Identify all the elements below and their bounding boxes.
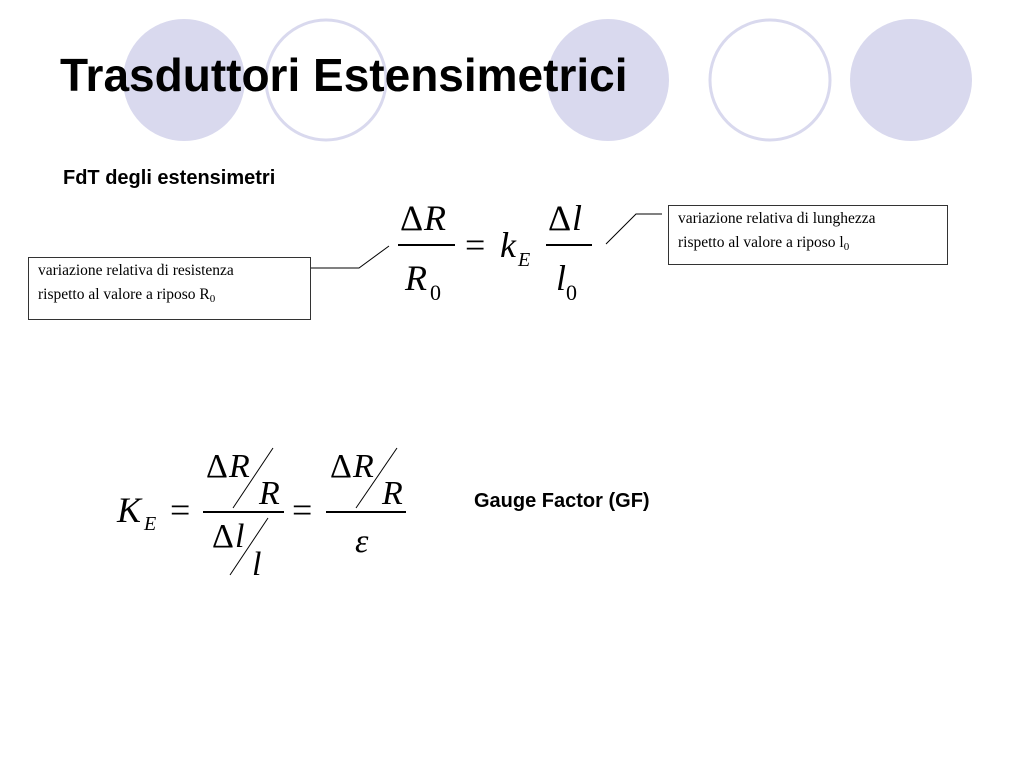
slide-title: Trasduttori Estensimetrici — [60, 49, 628, 101]
eq1-R0-subscript: 0 — [430, 280, 441, 305]
eq1-R0: R — [405, 258, 427, 298]
eq2-equals-2: = — [292, 490, 313, 530]
eq2-num-delta: Δ — [206, 448, 228, 485]
callout-leader-left — [311, 246, 389, 268]
eq2-K: K — [117, 490, 142, 530]
eq2-num-R: R — [229, 448, 250, 485]
callout-length-line1: variazione relativa di lunghezza — [678, 210, 876, 227]
eq2-num2-R-denom: R — [382, 475, 403, 512]
callout-length-subscript: 0 — [843, 241, 850, 253]
gauge-factor-label: Gauge Factor (GF) — [474, 490, 650, 512]
eq2-equals-1: = — [170, 490, 191, 530]
transfer-function-equation — [398, 198, 592, 305]
callout-resistance-line1: variazione relativa di resistenza — [38, 262, 234, 279]
callout-resistance-subscript: 0 — [209, 293, 216, 305]
eq1-delta-l: Δ — [548, 198, 572, 238]
eq2-den-l: l — [235, 518, 245, 555]
eq1-l0-subscript: 0 — [566, 280, 577, 305]
eq2-E-subscript: E — [144, 513, 157, 535]
eq1-equals: = — [465, 225, 486, 265]
callout-resistance-text: rispetto al valore a riposo R — [38, 286, 210, 303]
eq1-l: l — [572, 198, 583, 238]
eq2-den-l-denom: l — [252, 546, 262, 583]
eq2-num-R-denom: R — [259, 475, 280, 512]
callout-length-text: rispetto al valore a riposo l — [678, 234, 844, 251]
eq2-epsilon: ε — [355, 523, 369, 560]
eq2-num2-delta: Δ — [330, 448, 352, 485]
eq1-delta: Δ — [400, 198, 424, 238]
eq1-l0: l — [556, 258, 567, 298]
callout-leader-right — [606, 214, 662, 244]
eq1-R: R — [424, 198, 446, 238]
eq1-k: k — [500, 225, 516, 265]
gauge-factor-equation — [116, 448, 406, 583]
eq2-num2-R: R — [353, 448, 374, 485]
section-subtitle: FdT degli estensimetri — [63, 167, 276, 189]
eq2-den-delta: Δ — [212, 518, 234, 555]
eq1-E-subscript: E — [518, 249, 531, 271]
